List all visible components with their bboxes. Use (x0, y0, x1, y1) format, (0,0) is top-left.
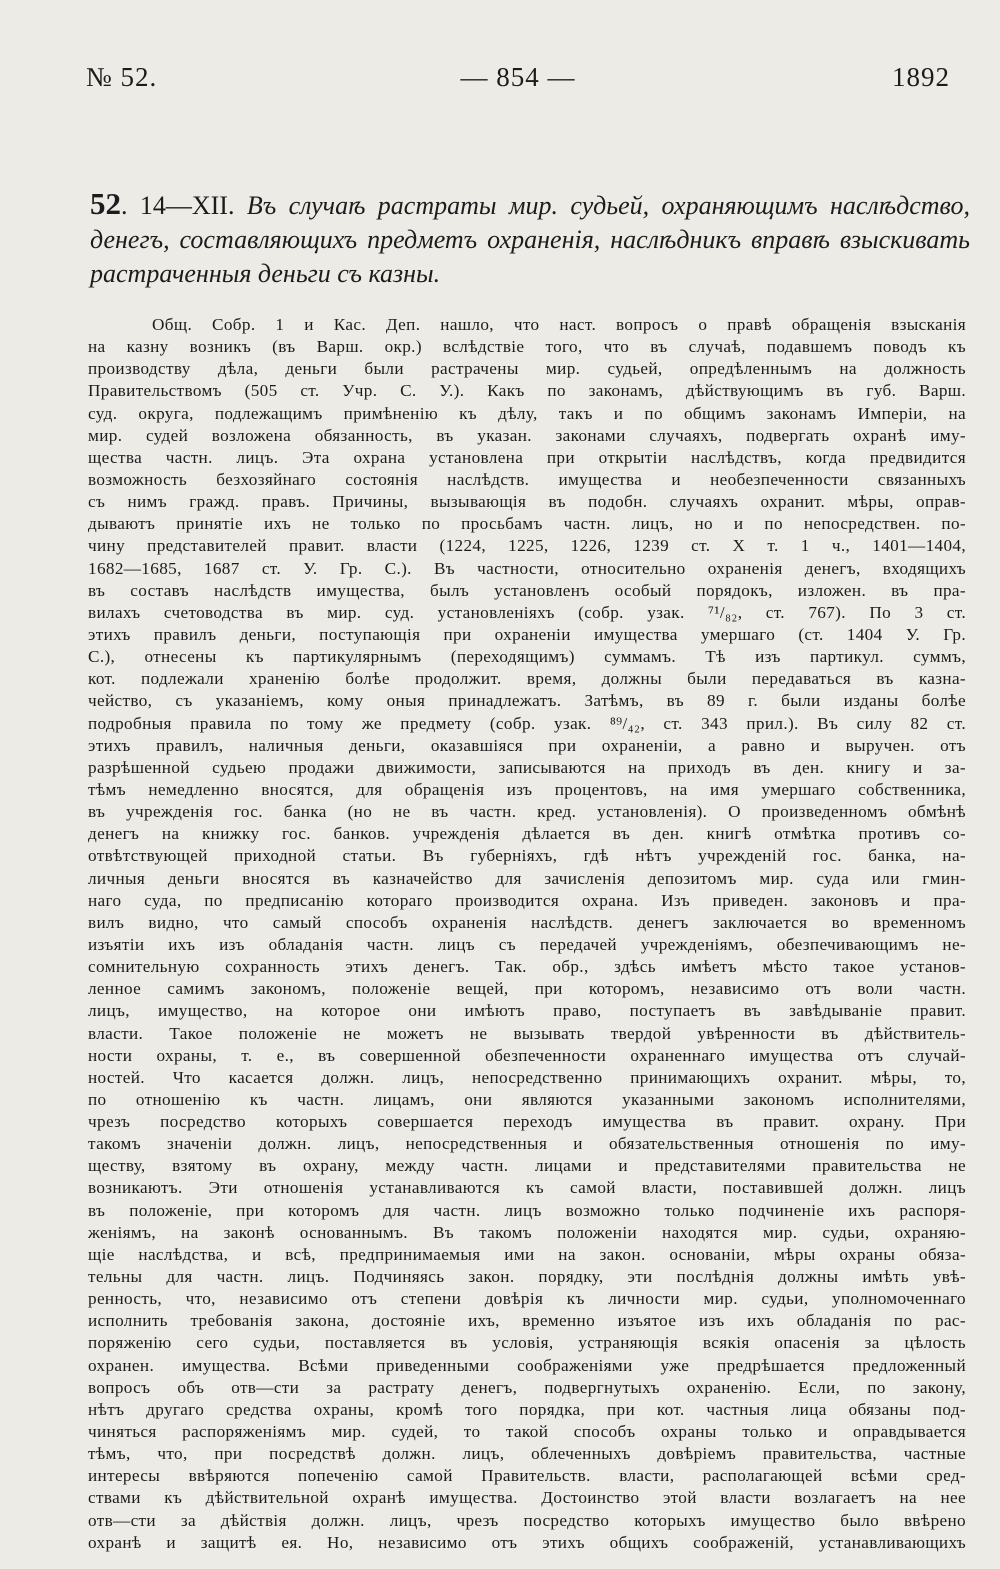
body-line: дываютъ принятіе ихъ не только по просьбамъ частн. лицъ, но и по непосредствен. по- (88, 514, 966, 534)
body-line: ществу, взятому въ охрану, между частн. лицами и представителями правительства не (88, 1156, 966, 1176)
body-line: разрѣшенной судьею продажи движимости, записываются на приходъ въ ден. книгу и за- (88, 757, 966, 777)
body-line: тельны для частн. лицъ. Подчиняясь закон. порядку, эти послѣднія должны имѣть увѣ- (88, 1267, 966, 1287)
body-line: личныя деньги вносятся въ казначейство для зачисленія депозитомъ мир. суда или гмин- (88, 868, 966, 888)
body-line: чрезъ посредство которыхъ совершается переходъ имущества въ правит. охрану. При (88, 1112, 966, 1132)
body-line: вопросъ объ отв—сти за растрату денегъ, подвергнутыхъ охраненію. Если, по закону, (88, 1377, 966, 1397)
body-line: исполнить требованія закона, достояніе ихъ, временно изъятое изъ ихъ обладанія по рас- (88, 1311, 966, 1331)
body-line: возникаютъ. Эти отношенія устанавливаются къ самой власти, поставившей должн. лицъ (88, 1178, 966, 1198)
body-line: въ составъ наслѣдств имущества, былъ установленъ особый порядокъ, изложен. въ пра- (88, 580, 966, 600)
body-line: вилъ видно, что самый способъ охраненія наслѣдств. денегъ заключается во временномъ (88, 912, 966, 932)
body-line: тѣмъ, что, при посредствѣ должн. лицъ, облеченныхъ довѣріемъ правительства, частные (88, 1444, 966, 1464)
body-line: тѣмъ немедленно вносятся, для обращенія изъ процентовъ, на имя умершаго собственника, (88, 779, 966, 799)
body-line: сомнительную сохранность этихъ денегъ. Так. обр., здѣсь имѣетъ мѣсто такое установ- (88, 957, 966, 977)
body-line: женіямъ, на законѣ основаннымъ. Въ такомъ положеніи находятся мир. судьи, охраняю- (88, 1222, 966, 1242)
body-line: охранен. имущества. Всѣми приведенными соображеніями уже предрѣшается предложенный (88, 1355, 966, 1375)
body-line: ности охраны, т. е., въ совершенной обезпеченности охраненнаго имущества отъ случай- (88, 1045, 966, 1065)
article-heading (90, 187, 970, 291)
body-line: по отношенію къ частн. лицамъ, они являются указанными закономъ исполнителями, (88, 1089, 966, 1109)
body-line: чину представителей правит. власти (1224, 1225, 1226, 1239 ст. X т. 1 ч., 1401—1404, (88, 536, 966, 556)
running-head (86, 62, 950, 98)
body-line: Правительствомъ (505 ст. Учр. С. У.). Какъ по законамъ, дѣйствующимъ въ губ. Варш. (88, 381, 966, 401)
body-line: Общ. Собр. 1 и Кас. Деп. нашло, что наст. вопросъ о правѣ обращенія взысканія (152, 315, 966, 334)
body-line: ствами къ дѣйствительной охранѣ имущества. Достоинство этой власти возлагаетъ на нее (88, 1488, 966, 1508)
body-line: нѣтъ другаго средства охраны, кромѣ того порядка, при кот. частныя лица обязаны под- (88, 1399, 966, 1419)
page-number: — 854 — (460, 62, 576, 92)
body-line: этихъ правилъ деньги, поступающія при охраненіи имущества умершаго (ст. 1404 У. Гр. (88, 624, 966, 644)
body-line: этихъ правилъ, наличныя деньги, оказавшіяся при охраненіи, а равно и выручен. отъ (88, 735, 966, 755)
body-line: охранѣ и защитѣ ея. Но, независимо отъ этихъ общихъ соображеній, устанавливающихъ (88, 1532, 966, 1552)
body-line: 1682—1685, 1687 ст. У. Гр. С.). Въ частности, относительно охраненія денегъ, входящихъ (88, 558, 966, 578)
body-line: кот. подлежали храненію болѣе продолжит. время, должны были передаваться въ казна- (88, 669, 966, 689)
issue-number: № 52. (86, 62, 158, 92)
body-line: чейство, съ указаніемъ, кому оныя принадлежатъ. Затѣмъ, въ 89 г. были изданы болѣе (88, 691, 966, 711)
body-line: такомъ значеніи должн. лицъ, непосредственныя и обязательственныя отношенія по иму- (88, 1134, 966, 1154)
body-line: ленное самимъ закономъ, положеніе вещей, при которомъ, независимо отъ воли частн. (88, 979, 966, 999)
body-line: подробныя правила по тому же предмету (собр. узак. ⁸⁹/₄₂, ст. 343 прил.). Въ силу 82 ст. (88, 713, 966, 733)
body-line: ренность, что, независимо отъ степени довѣрія къ личности мир. судьи, уполномоченнаго (88, 1289, 966, 1309)
body-line: С.), отнесены къ партикулярнымъ (переходящимъ) суммамъ. Тѣ изъ партикул. суммъ, (88, 647, 966, 667)
body-line: щіе наслѣдства, и всѣ, предпринимаемыя ими на закон. основаніи, мѣры охраны обяза- (88, 1244, 966, 1264)
body-line: изъятіи ихъ изъ обладанія частн. лицъ съ передачей учрежденіямъ, обезпечивающимъ не- (88, 934, 966, 954)
body-line: на казну возникъ (въ Варш. окр.) вслѣдствіе того, что въ случаѣ, подавшемъ поводъ къ (88, 337, 966, 357)
body-line: мир. судей возложена обязанность, въ указан. законами случаяхъ, подвергать охранѣ иму- (88, 425, 966, 445)
body-line: суд. округа, подлежащимъ примѣненію къ дѣлу, такъ и по общимъ законамъ Имперіи, на (88, 403, 966, 423)
article-number: 52 (90, 186, 121, 221)
article-body (88, 314, 966, 1554)
body-line: производству дѣла, деньги были растрачены мир. судьей, опредѣленнымъ на должность (88, 359, 966, 379)
body-line: возможность безхозяйнаго состоянія наслѣдств. имущества и необезпеченности связанныхъ (88, 469, 966, 489)
body-line: отвѣтствующей приходной статьи. Въ губерніяхъ, гдѣ нѣтъ учрежденій гос. банка, на- (88, 846, 966, 866)
body-line: поряженію сего судьи, поставляется въ условія, устраняющія всякія опасенія за цѣлость (88, 1333, 966, 1353)
body-line: въ положеніе, при которомъ для частн. лицъ возможно только подчиненіе ихъ распоря- (88, 1200, 966, 1220)
body-line: въ учрежденія гос. банка (но не въ частн. кред. установленія). О произведенномъ обмѣнѣ (88, 802, 966, 822)
body-line: власти. Такое положеніе не можетъ не вызывать твердой увѣренности въ дѣйствитель- (88, 1023, 966, 1043)
body-line: съ нимъ гражд. правъ. Причины, вызывающія въ подобн. случаяхъ охранит. мѣры, оправ- (88, 492, 966, 512)
body-line: наго суда, по предписанію котораго производится охрана. Изъ приведен. законовъ и пра- (88, 890, 966, 910)
body-line: чиняться распоряженіямъ мир. судей, то такой способъ охраны только и оправдывается (88, 1422, 966, 1442)
body-line: ностей. Что касается должн. лицъ, непосредственно принимающихъ охранит. мѣры, то, (88, 1067, 966, 1087)
year: 1892 (892, 62, 950, 92)
body-line: интересы ввѣряются попеченію самой Правительств. власти, располагающей всѣми сред- (88, 1466, 966, 1486)
body-line: отв—сти за дѣйствія должн. лицъ, чрезъ посредство которыхъ имущество было ввѣрено (88, 1510, 966, 1530)
article-date: . 14—XII. (121, 191, 247, 220)
article-summary: Въ случаѣ растраты мир. судьей, охраняющимъ наслѣдство, денегъ, составляющихъ предметъ охраненія, наслѣдникъ вправѣ взыскивать растраченныя деньги съ казны. (90, 191, 971, 288)
body-line: денегъ на книжку гос. банков. учрежденія дѣлается въ ден. книгѣ отмѣтка противъ со- (88, 824, 966, 844)
body-line: лицъ, имущество, на которое они имѣютъ право, поступаетъ въ завѣдываніе правит. (88, 1001, 966, 1021)
body-line: вилахъ счетоводства въ мир. суд. установленіяхъ (собр. узак. ⁷¹/₈₂, ст. 767). По 3 ст. (88, 602, 966, 622)
body-line: щества частн. лицъ. Эта охрана установлена при открытіи наслѣдствъ, когда предвидится (88, 447, 966, 467)
